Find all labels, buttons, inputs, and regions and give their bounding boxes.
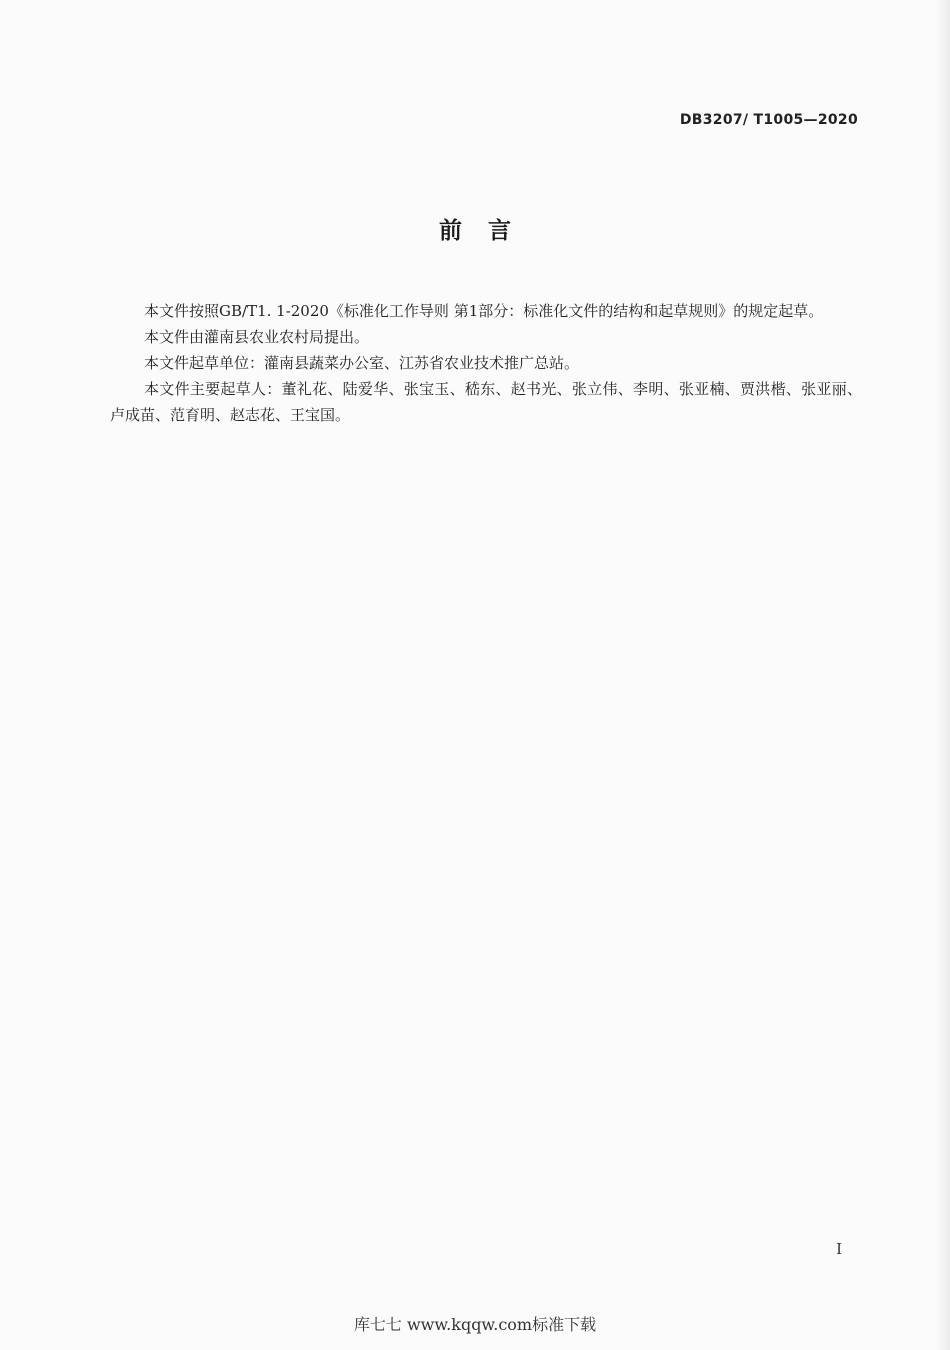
foreword-body — [110, 298, 862, 428]
page-edge-shadow — [936, 0, 950, 1350]
site-watermark: 库七七 www.kqqw.com标准下载 — [353, 1315, 597, 1334]
paragraph-drafting-units: 本文件起草单位：灌南县蔬菜办公室、江苏省农业技术推广总站。 — [144, 354, 580, 372]
page-number: I — [836, 1240, 842, 1258]
document-code: DB3207/ T1005—2020 — [679, 112, 858, 128]
section-title: 前言 — [439, 218, 537, 244]
paragraph-drafting-rules: 本文件按照GB/T1. 1-2020《标准化工作导则 第1部分：标准化文件的结构和起草规则》的规定起草。 — [144, 302, 824, 320]
paragraph-drafters: 本文件主要起草人：董礼花、陆爱华、张宝玉、嵇东、赵书光、张立伟、李明、张亚楠、贾洪楷、张亚丽、卢成苗、范育明、赵志花、王宝国。 — [110, 380, 862, 424]
paragraph-proposer: 本文件由灌南县农业农村局提出。 — [144, 328, 370, 346]
